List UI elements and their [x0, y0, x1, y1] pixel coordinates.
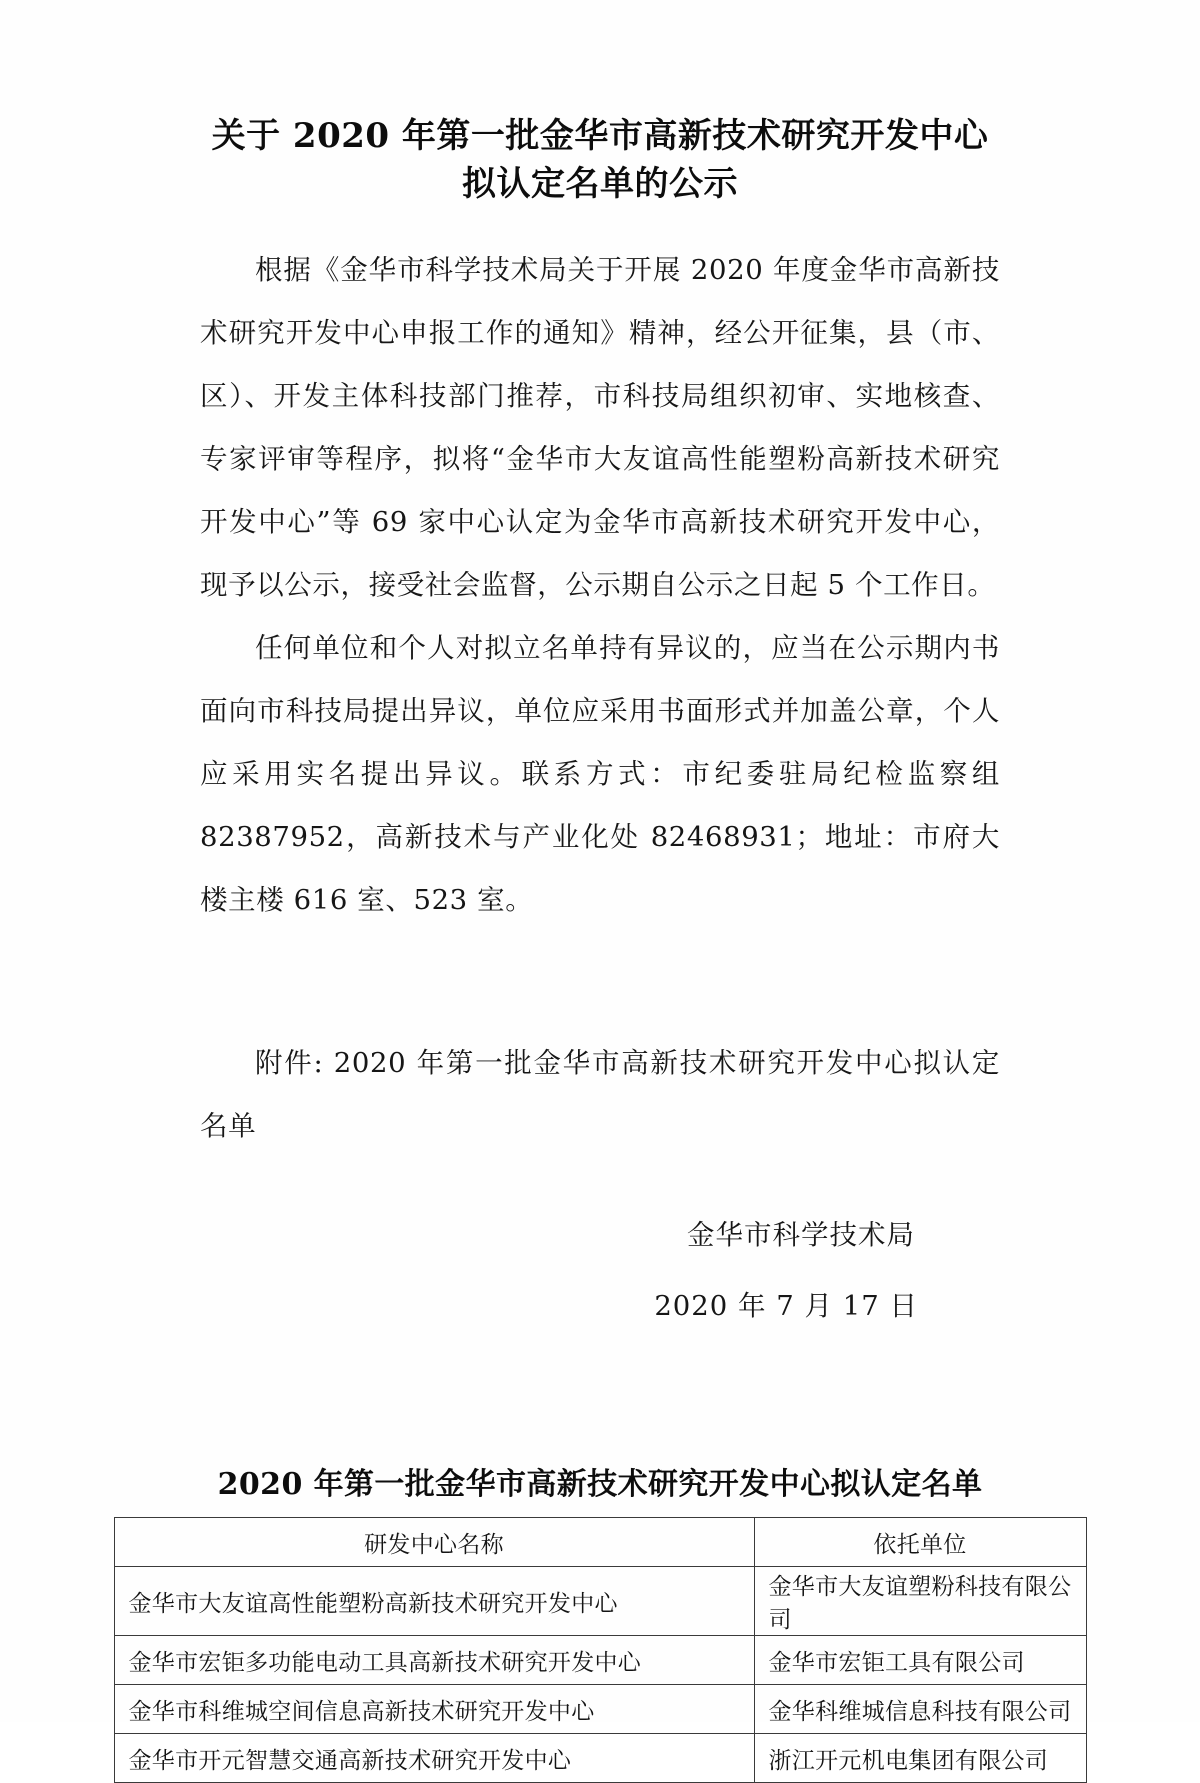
table-row	[114, 1734, 1086, 1783]
cell-center-name: 金华市科维城空间信息高新技术研究开发中心	[114, 1685, 754, 1734]
attachment-table-section	[0, 1466, 1200, 1783]
approved-centers-table	[114, 1517, 1087, 1783]
issue-date: 2020 年 7 月 17 日	[654, 1289, 918, 1322]
cell-host-unit: 金华市宏钜工具有限公司	[754, 1636, 1086, 1685]
table-row	[114, 1636, 1086, 1685]
table-row	[114, 1685, 1086, 1734]
attachment-section	[0, 1032, 1200, 1158]
cell-center-name: 金华市大友谊高性能塑粉高新技术研究开发中心	[114, 1567, 754, 1636]
cell-center-name: 金华市宏钜多功能电动工具高新技术研究开发中心	[114, 1636, 754, 1685]
table-body	[114, 1567, 1086, 1783]
paragraph-objection: 任何单位和个人对拟立名单持有异议的，应当在公示期内书面向市科技局提出异议，单位应采用书面形式并加盖公章，个人应采用实名提出异议。联系方式：市纪委驻局纪检监察组 82387952，高新技术与产业化处 82468931；地址：市府大楼主楼 616 室、523 室。	[200, 631, 1000, 916]
page-title: 关于 2020 年第一批金华市高新技术研究开发中心拟认定名单的公示	[211, 116, 989, 205]
signature-block	[0, 1204, 1200, 1338]
column-header-center-name: 研发中心名称	[114, 1518, 754, 1567]
column-header-host-unit: 依托单位	[754, 1518, 1086, 1567]
cell-center-name: 金华市开元智慧交通高新技术研究开发中心	[114, 1734, 754, 1783]
attachment-line: 附件: 2020 年第一批金华市高新技术研究开发中心拟认定名单	[200, 1046, 1000, 1142]
issuing-organization: 金华市科学技术局	[687, 1218, 915, 1251]
notice-body	[0, 239, 1200, 932]
paragraph-basis: 根据《金华市科学技术局关于开展 2020 年度金华市高新技术研究开发中心申报工作的通知》精神，经公开征集，县（市、区）、开发主体科技部门推荐，市科技局组织初审、实地核查、专家评审等程序，拟将“金华市大友谊高性能塑粉高新技术研究开发中心”等 69 家中心认定为金华市高新技术研究开发中心，现予以公示，接受社会监督，公示期自公示之日起 5 个工作日。	[200, 253, 1000, 601]
table-title: 2020 年第一批金华市高新技术研究开发中心拟认定名单	[217, 1466, 983, 1502]
cell-host-unit: 金华科维城信息科技有限公司	[754, 1685, 1086, 1734]
cell-host-unit: 金华市大友谊塑粉科技有限公司	[754, 1567, 1086, 1636]
cell-host-unit: 浙江开元机电集团有限公司	[754, 1734, 1086, 1783]
table-header-row	[114, 1518, 1086, 1567]
table-row	[114, 1567, 1086, 1636]
